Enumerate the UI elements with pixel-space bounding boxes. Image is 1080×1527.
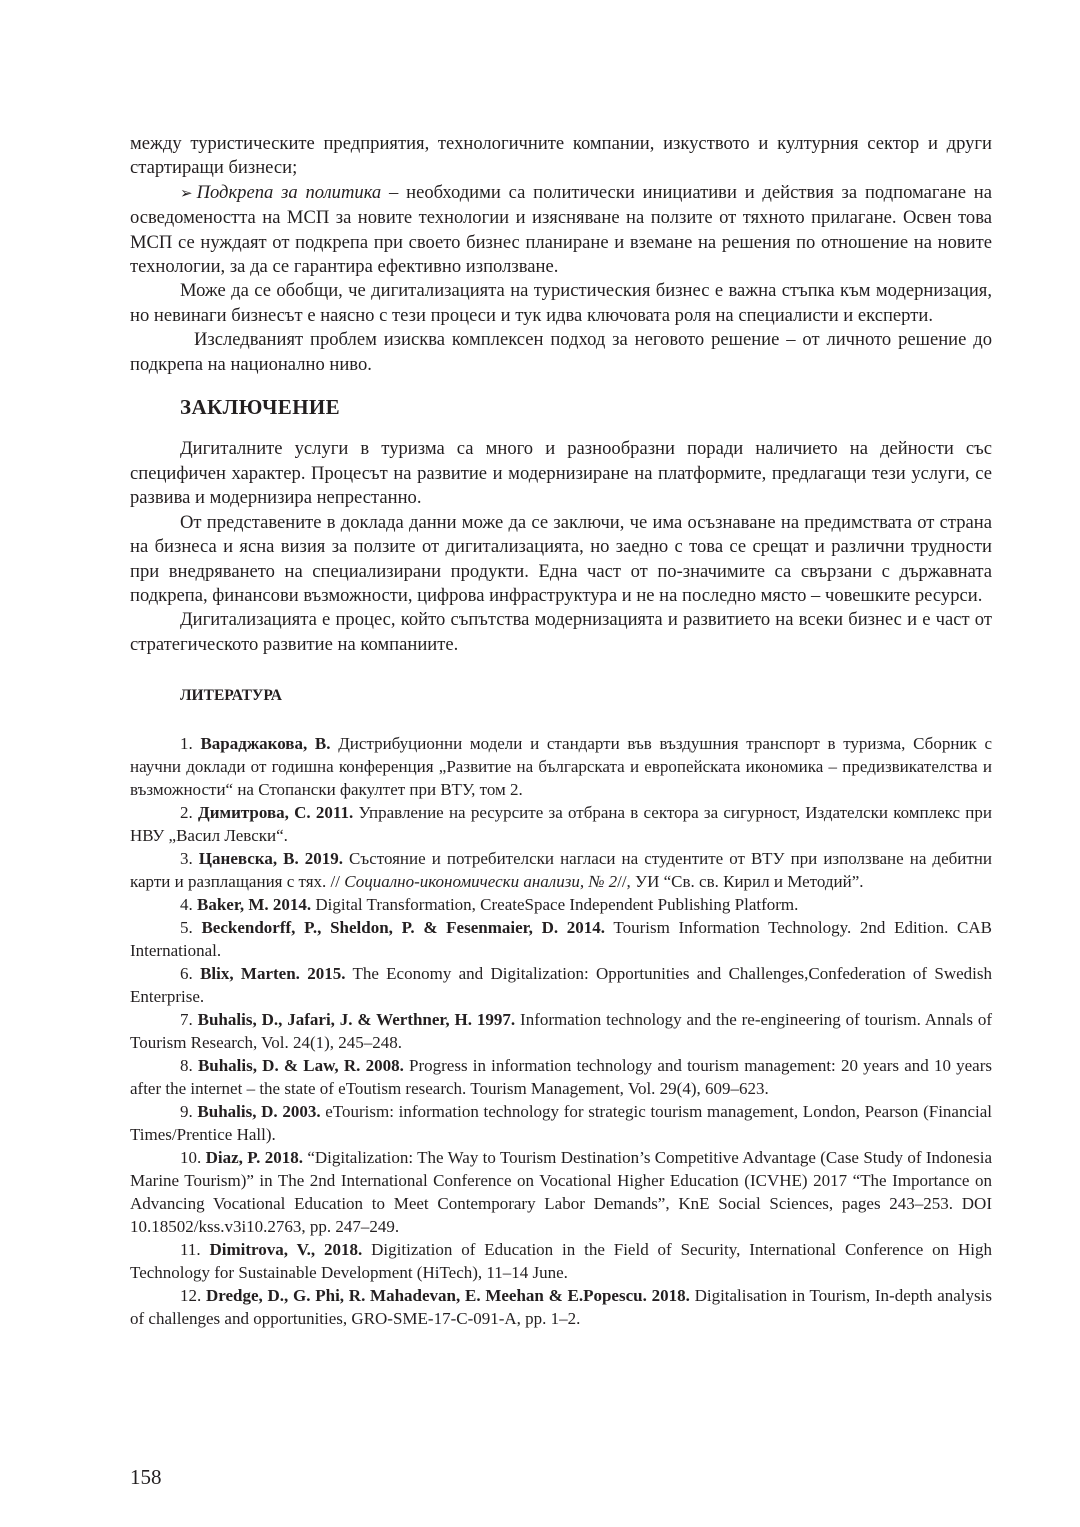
- reference-number: 10.: [180, 1148, 202, 1168]
- reference-number: 11.: [180, 1240, 201, 1260]
- page-number: 158: [130, 1465, 162, 1489]
- arrow-bullet-icon: ➢: [180, 185, 193, 202]
- reference-author: Baker, M. 2014.: [197, 895, 312, 915]
- reference-item: [130, 1238, 992, 1284]
- reference-author: Димитрова, С. 2011.: [198, 803, 354, 823]
- reference-item: [130, 1284, 992, 1330]
- policy-support-text: – необходими са политически инициативи и действия за подпомагане на осведомеността на МСП за новите технологии и изясняване на ползите от тяхното прилагане. Освен това МСП се нуждаят от подкрепа при своето бизнес планиране и вземане на решения по отношение на новите технологии, за да се гарантира ефективно използване.: [130, 181, 992, 278]
- reference-author: Вараджакова, В.: [200, 734, 331, 754]
- reference-number: 1.: [180, 734, 193, 754]
- reference-text: Information technology and the re-engineering of tourism. Annals of Tourism Research, Vol. 24(1), 245–248.: [130, 1010, 993, 1053]
- conclusion-paragraph-2: От представените в доклада данни може да се заключи, че има осъзнаване на предимствата от страна на бизнеса и ясна визия за ползите от дигитализацията, но заедно с това се срещат и различни трудности при внедряването на специализирани продукти. Една част от по-значимите са свързани с държавната подкрепа, финансови възможности, цифрова инфраструктура и не на последно място – човешките ресурси.: [130, 511, 992, 606]
- reference-text: “Digitalization: The Way to Tourism Destination’s Competitive Advantage (Case Study of Indonesia Marine Tourism)” in The 2nd International Conference on Vocational Higher Education (ICVHE) 2017 “The Importance on Advancing Vocational Education to Meet Contemporary Labor Demands”, KnE Social Sciences, pages 243–253. DOI 10.18502/kss.v3i10.2763, pp. 247–249.: [130, 1148, 992, 1237]
- summary-paragraph: Може да се обобщи, че дигитализацията на туристическия бизнес е важна стъпка към модернизация, но невинаги бизнесът е наясно с тези процеси и тук идва ключовата роля на специалисти и експерти.: [130, 280, 992, 326]
- reference-text: //, УИ “Св. св. Кирил и Методий”.: [617, 872, 864, 892]
- page-content: [130, 132, 992, 1330]
- reference-item: [130, 962, 992, 1008]
- literature-heading: ЛИТЕРАТУРА: [180, 687, 282, 705]
- reference-number: 9.: [180, 1102, 193, 1122]
- reference-item: [130, 1008, 992, 1054]
- reference-journal: Социално-икономически анализи, № 2: [340, 872, 618, 892]
- reference-item: [130, 1100, 992, 1146]
- reference-text: Tourism Information Technology. 2nd Edition. CAB International.: [130, 918, 993, 961]
- reference-author: Blix, Marten. 2015.: [200, 964, 346, 984]
- reference-list: [130, 732, 992, 1330]
- reference-text: Състояние и потребителски нагласи на студентите от ВТУ при използване на дебитни карти и разплащания с тях. //: [130, 849, 992, 892]
- reference-author: Dimitrova, V., 2018.: [209, 1240, 363, 1260]
- reference-text: eTourism: information technology for strategic tourism management, London, Pearson (Financial Times/Prentice Hall).: [130, 1102, 993, 1145]
- reference-number: 3.: [180, 849, 193, 869]
- reference-item: [130, 732, 992, 801]
- reference-number: 2.: [180, 803, 193, 823]
- reference-text: Digital Transformation, CreateSpace Independent Publishing Platform.: [311, 895, 799, 915]
- reference-item: [130, 801, 992, 847]
- conclusion-paragraph-1: Дигиталните услуги в туризма са много и разнообразни поради наличието на дейности със специфичен характер. Процесът на развитие и модернизиране на платформите, предлагащи тези услуги, се развива и модернизира непрестанно.: [130, 438, 992, 509]
- reference-author: Buhalis, D. & Law, R. 2008.: [197, 1056, 404, 1076]
- reference-author: Beckendorff, P., Sheldon, P. & Fesenmaier, D. 2014.: [201, 918, 606, 938]
- reference-text: The Economy and Digitalization: Opportunities and Challenges,Confederation of Swedish Enterprise.: [130, 964, 993, 1007]
- reference-author: Buhalis, D. 2003.: [197, 1102, 321, 1122]
- reference-author: Buhalis, D., Jafari, J. & Werthner, H. 1997.: [197, 1010, 516, 1030]
- reference-item: [130, 847, 992, 893]
- paragraph-continuation: между туристическите предприятия, технологичните компании, изкуството и културния сектор и други стартиращи бизнеси;: [130, 133, 992, 179]
- reference-text: Digitalisation in Tourism, In-depth analysis of challenges and opportunities, GRO-SME-17-C-091-A, pp. 1–2.: [130, 1286, 992, 1329]
- reference-item: [130, 893, 992, 916]
- reference-text: Дистрибуционни модели и стандарти във въздушния транспорт в туризма, Сборник с научни доклади от годишна конференция „Развитие на българската и европейската икономика – предизвикателства и възможности“ на Стопански факултет при ВТУ, том 2.: [130, 734, 992, 800]
- reference-number: 4.: [180, 895, 193, 915]
- reference-item: [130, 1054, 992, 1100]
- reference-text: Progress in information technology and tourism management: 20 years and 10 years after the internet – the state of eToutism research. Tourism Management, Vol. 29(4), 609–623.: [130, 1056, 992, 1099]
- reference-number: 6.: [180, 964, 193, 984]
- conclusion-paragraph-3: Дигитализацията е процес, който съпътства модернизацията и развитието на всеки бизнес и е част от стратегическото развитие на компаниите.: [130, 609, 992, 655]
- reference-author: Цаневска, В. 2019.: [198, 849, 344, 869]
- reference-item: [130, 1146, 992, 1238]
- reference-item: [130, 916, 992, 962]
- reference-number: 7.: [180, 1010, 193, 1030]
- problem-paragraph: Изследваният проблем изисква комплексен подход за неговото решение – от личното решение до подкрепа на национално ниво.: [130, 329, 992, 375]
- policy-support-bullet: [130, 181, 992, 280]
- reference-number: 12.: [180, 1286, 202, 1306]
- policy-support-term: Подкрепа за политика: [196, 181, 382, 203]
- reference-text: Digitization of Education in the Field of Security, International Conference on High Technology for Sustainable Development (HiTech), 11–14 June.: [130, 1240, 993, 1283]
- conclusion-heading: ЗАКЛЮЧЕНИЕ: [180, 395, 341, 420]
- reference-number: 8.: [180, 1056, 193, 1076]
- reference-number: 5.: [180, 918, 193, 938]
- reference-author: Diaz, P. 2018.: [205, 1148, 303, 1168]
- reference-author: Dredge, D., G. Phi, R. Mahadevan, E. Meehan & E.Popescu. 2018.: [205, 1286, 690, 1306]
- reference-text: Управление на ресурсите за отбрана в сектора за сигурност, Издателски комплекс при НВУ „Васил Левски“.: [130, 803, 993, 846]
